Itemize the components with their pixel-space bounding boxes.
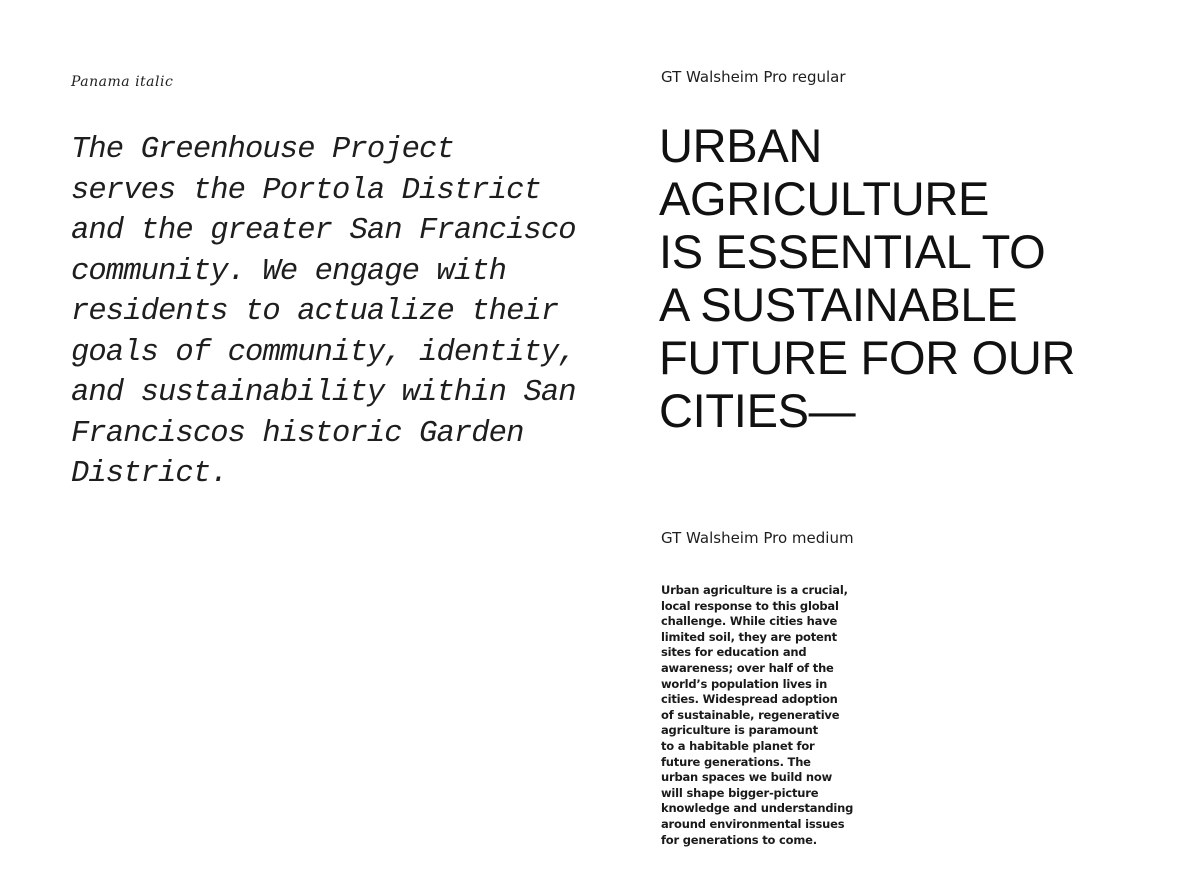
right-body-text: [661, 583, 853, 848]
left-body-line: District.: [71, 457, 228, 491]
headline-line: A SUSTAINABLE: [659, 278, 1018, 331]
headline-line: FUTURE FOR OUR: [659, 331, 1076, 384]
walsheim-regular-label: GT Walsheim Pro regular: [661, 68, 846, 86]
left-body-line: residents to actualize their: [71, 295, 559, 329]
left-body-line: serves the Portola District: [71, 173, 541, 208]
right-body-line: limited soil, they are potent: [661, 629, 837, 644]
right-body-line: knowledge and understanding: [661, 801, 854, 816]
left-body-line: goals of community, identity,: [71, 335, 576, 370]
right-body-line: world’s population lives in: [661, 676, 828, 691]
right-body-line: local response to this global: [661, 598, 839, 613]
headline-line: URBAN: [659, 119, 823, 172]
right-body-line: awareness; over half of the: [661, 660, 834, 675]
right-body-line: sites for education and: [661, 645, 807, 660]
left-body-line: and sustainability within San: [71, 376, 576, 410]
right-body-line: around environmental issues: [661, 816, 845, 831]
headline-line: IS ESSENTIAL TO: [659, 225, 1046, 278]
right-body-line: agriculture is paramount: [661, 723, 818, 738]
left-body-line: Franciscos historic Garden: [71, 416, 524, 451]
left-body-line: and the greater San Francisco: [71, 214, 576, 248]
right-body-line: challenge. While cities have: [661, 614, 838, 629]
right-body-line: Urban agriculture is a crucial,: [661, 583, 848, 597]
headline-line: CITIES—: [659, 384, 856, 437]
right-body-line: to a habitable planet for: [661, 738, 815, 753]
headline-line: AGRICULTURE: [659, 172, 990, 225]
right-body-line: urban spaces we build now: [661, 770, 833, 785]
left-body-text: [71, 130, 591, 495]
left-body-line: community. We engage with: [71, 254, 507, 289]
right-body-line: cities. Widespread adoption: [661, 692, 838, 707]
left-body-line: The Greenhouse Project: [71, 133, 454, 167]
right-body-line: will shape bigger-picture: [661, 785, 819, 800]
right-body-line: for generations to come.: [661, 832, 817, 847]
panama-italic-label: Panama italic: [71, 74, 174, 90]
right-body-line: future generations. The: [661, 754, 811, 769]
walsheim-medium-label: GT Walsheim Pro medium: [661, 529, 854, 547]
headline: [659, 119, 1075, 437]
right-body-line: of sustainable, regenerative: [661, 707, 840, 722]
